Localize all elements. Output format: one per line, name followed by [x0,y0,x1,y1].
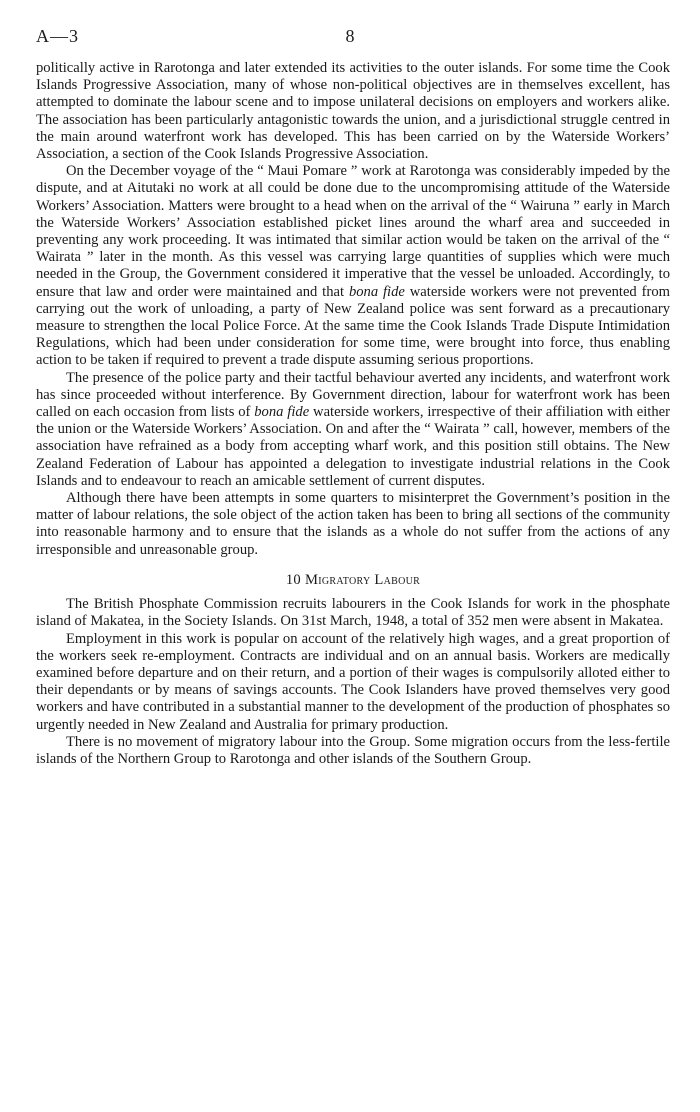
paragraph-text: On the December voyage of the “ Maui Pomare ” work at Rarotonga was considerably impeded by the dispute, and at Aitutaki no work at all could be done due to the uncompromising attitude of the Waterside Workers’ Association. Matters were brought to a head when on the arrival of the “ Wairuna ” early in March the Waterside Workers’ Association established picket lines around the wharf area and succeeded in preventing any work proceeding. It was intimated that similar action would be taken on the arrival of the “ Wairata ” later in the month. As this vessel was carrying large quantities of supplies which were much needed in the Group, the Government considered it imperative that the vessel be unloaded. Accordingly, to ensure that law and order were maintained and that [36,163,670,300]
paragraph-text: Although there have been attempts in some quarters to misinterpret the Government’s position in the matter of labour relations, the sole object of the action taken has been to bring all sections of the community into reasonable harmony and to ensure that the islands as a whole do not suffer from the actions of any irresponsible and unreasonable group. [36,490,670,558]
paragraph [36,490,670,559]
paragraph [36,370,670,490]
paragraph [36,734,670,768]
paragraph [36,631,670,734]
paragraph-text: The presence of the police party and their tactful behaviour averted any incidents, and waterfront work has since proceeded without interference. By Government direction, labour for waterfront work has been called on each occasion from lists of [36,369,670,421]
italic-text: bona fide [348,283,405,300]
paragraph [36,60,670,163]
document-body [36,60,670,768]
paragraph-text: waterside workers, irrespective of their affiliation with either the union or the Waterside Workers’ Association. On and after the “ Wairata ” call, however, members of the association have refrained as a body from accepting wharf work, and this position still obtains. The New Zealand Federation of Labour has appointed a delegation to investigate industrial relations in the Cook Islands and to endeavour to reach an amicable settlement of current disputes. [36,404,670,489]
section-migratory-labour [36,596,670,768]
page-header [36,26,664,48]
paragraph-text: There is no movement of migratory labour into the Group. Some migration occurs from the less-fertile islands of the Northern Group to Rarotonga and other islands of the Southern Group. [36,733,670,767]
document-reference: A—3 [36,26,79,46]
section-number: 10 [285,571,302,588]
section-title: Migratory Labour [304,571,421,588]
section-heading [36,572,670,589]
paragraph-text: waterside workers were not prevented from carrying out the work of unloading, a party of New Zealand police was sent forward as a precautionary measure to strengthen the local Police Force. At the same time the Cook Islands Trade Dispute Intimidation Regulations, which had been under consideration for some time, were brought into force, thus enabling action to be taken if required to prevent a trade dispute assuming serious proportions. [36,283,670,369]
paragraph [36,163,670,369]
section-labour-relations [36,60,670,559]
paragraph-text: politically active in Rarotonga and later extended its activities to the outer islands. For some time the Cook Islands Progressive Association, many of whose non-political objectives are in themselves excellent, has attempted to dominate the labour scene and to impose unilateral decisions on employers and workers alike. The association has been particularly antagonistic towards the union, and a jurisdictional struggle centred in the main around waterfront work has developed. This has been carried on by the Waterside Workers’ Association, a section of the Cook Islands Progressive Association. [36,60,670,163]
page-number: 8 [345,26,355,46]
paragraph-text: The British Phosphate Commission recruits labourers in the Cook Islands for work in the phosphate island of Makatea, in the Society Islands. On 31st March, 1948, a total of 352 men were absent in Makatea. [36,596,670,630]
italic-text: bona fide [254,404,310,421]
paragraph [36,596,670,630]
paragraph-text: Employment in this work is popular on account of the relatively high wages, and a great proportion of the workers seek re-employment. Contracts are individual and on an annual basis. Workers are medically examined before departure and on their return, and a portion of their wages is compulsorily alloted either to their dependants or by means of savings accounts. The Cook Islanders have proved themselves very good workers and have contributed in a substantial manner to the development of the production of phosphates so urgently needed in New Zealand and Australia for primary production. [36,630,670,733]
